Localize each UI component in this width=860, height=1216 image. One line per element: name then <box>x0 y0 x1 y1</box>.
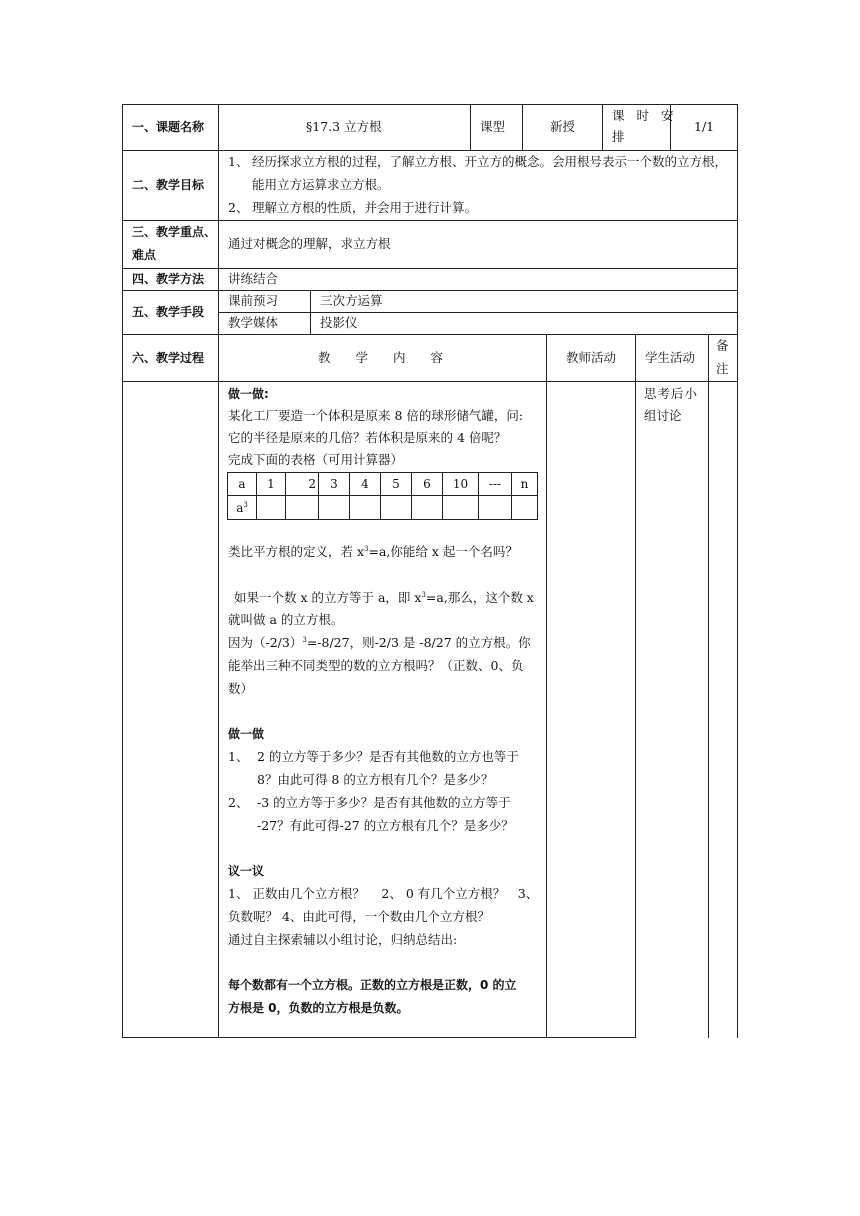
column-note-header-line1: 备 <box>716 338 729 353</box>
conclusion-line1: 每个数都有一个立方根。正数的立方根是正数，0 的立 <box>228 978 517 992</box>
discuss-line2: 负数呢？ 4、由此可得，一个数由几个立方根？ <box>228 909 490 924</box>
label-focus-line2: 难点 <box>132 248 157 262</box>
example-line3: 数） <box>228 681 254 696</box>
column-student-header: 学生活动 <box>645 350 696 365</box>
item-2-number: 2、 <box>228 795 249 810</box>
section-heading-discuss: 议一议 <box>228 864 265 878</box>
example-line1: 因为$(-2/3)^3=-8/27$，则-2/3 是 -8/27 的立方根。你 <box>228 635 531 650</box>
item-1-number: 1、 <box>228 749 249 764</box>
table-cell-a-cubed: $a^3$ <box>236 501 248 515</box>
means-media-label: 教学媒体 <box>228 315 279 330</box>
schedule-label-line1: 课 时 安 <box>612 108 678 123</box>
analogy-question: 类比平方根的定义，若 $x^3=a$,你能给 x 起一个名吗？ <box>228 544 518 559</box>
label-process: 六、教学过程 <box>132 351 205 365</box>
label-topic: 一、课题名称 <box>132 120 205 134</box>
lesson-title: §17.3 立方根 <box>306 119 382 134</box>
label-method: 四、教学方法 <box>132 272 205 286</box>
table-cell: 1 <box>267 477 275 491</box>
student-activity-line2: 组讨论 <box>644 408 682 423</box>
schedule-value: 1/1 <box>694 119 715 134</box>
means-media-value: 投影仪 <box>320 315 358 330</box>
item-1-line2: 8？由此可得 8 的立方根有几个？是多少？ <box>257 772 494 787</box>
table-cell: 6 <box>423 477 431 491</box>
lesson-type-label: 课型 <box>480 119 506 134</box>
discuss-line1: 1、 正数由几个立方根？ 2、 0 有几个立方根？ 3、 <box>228 886 539 901</box>
table-cell: 10 <box>452 477 469 491</box>
table-cell: 5 <box>392 477 400 491</box>
table-cell: n <box>520 477 529 491</box>
table-cell: 2 <box>308 477 316 491</box>
means-preview-value: 三次方运算 <box>320 293 383 308</box>
label-focus-line1: 三、教学重点、 <box>132 225 217 239</box>
example-line2: 能举出三种不同类型的数的立方根吗？（正数、0、负 <box>228 658 524 673</box>
section-heading-try: 做一做: <box>228 387 269 401</box>
problem-line2: 它的半径是原来的几倍？若体积是原来的 4 倍呢？ <box>228 430 507 445</box>
goal-2-number: 2、 <box>228 200 249 215</box>
method-text: 讲练结合 <box>228 271 279 286</box>
definition-line1: 如果一个数 x 的立方等于 a，即 $x^3=a$,那么，这个数 x <box>234 590 534 605</box>
conclusion-line2: 方根是 0，负数的立方根是负数。 <box>228 1001 409 1015</box>
column-content-header: 教 学 内 容 <box>318 350 444 365</box>
problem-line1: 某化工厂要造一个体积是原来 8 倍的球形储气罐，问: <box>228 408 524 423</box>
item-2-line2: -27？有此可得-27 的立方根有几个？是多少？ <box>257 818 514 833</box>
goal-2-text: 理解立方根的性质，并会用于进行计算。 <box>252 200 478 215</box>
means-preview-label: 课前预习 <box>228 293 279 308</box>
label-means: 五、教学手段 <box>132 305 205 319</box>
table-cell: 3 <box>330 477 338 491</box>
column-note-header-line2: 注 <box>716 361 729 376</box>
schedule-label-line2: 排 <box>612 129 625 144</box>
goal-1-number: 1、 <box>228 154 249 169</box>
student-activity-line1: 思考后小 <box>644 386 699 401</box>
label-goals: 二、教学目标 <box>132 178 205 192</box>
table-cell: --- <box>488 477 502 491</box>
section-heading-try-2: 做一做 <box>228 727 265 741</box>
goal-1-line2: 能用立方运算求立方根。 <box>252 177 390 192</box>
problem-line3: 完成下面的表格（可用计算器） <box>228 452 404 467</box>
table-cell: 4 <box>361 477 369 491</box>
table-cell: a <box>238 477 246 491</box>
lesson-type-value: 新授 <box>550 119 576 134</box>
definition-line2: 就叫做 a 的立方根。 <box>228 612 344 627</box>
item-1-line1: 2 的立方等于多少？是否有其他数的立方也等于 <box>257 749 519 764</box>
focus-text: 通过对概念的理解，求立方根 <box>228 236 391 251</box>
item-2-line1: -3 的立方等于多少？是否有其他数的立方等于 <box>257 795 511 810</box>
goal-1-line1: 经历探求立方根的过程，了解立方根、开立方的概念。会用根号表示一个数的立方根， <box>252 154 728 169</box>
column-teacher-header: 教师活动 <box>566 350 617 365</box>
discuss-line3: 通过自主探索辅以小组讨论，归纳总结出: <box>228 932 458 947</box>
